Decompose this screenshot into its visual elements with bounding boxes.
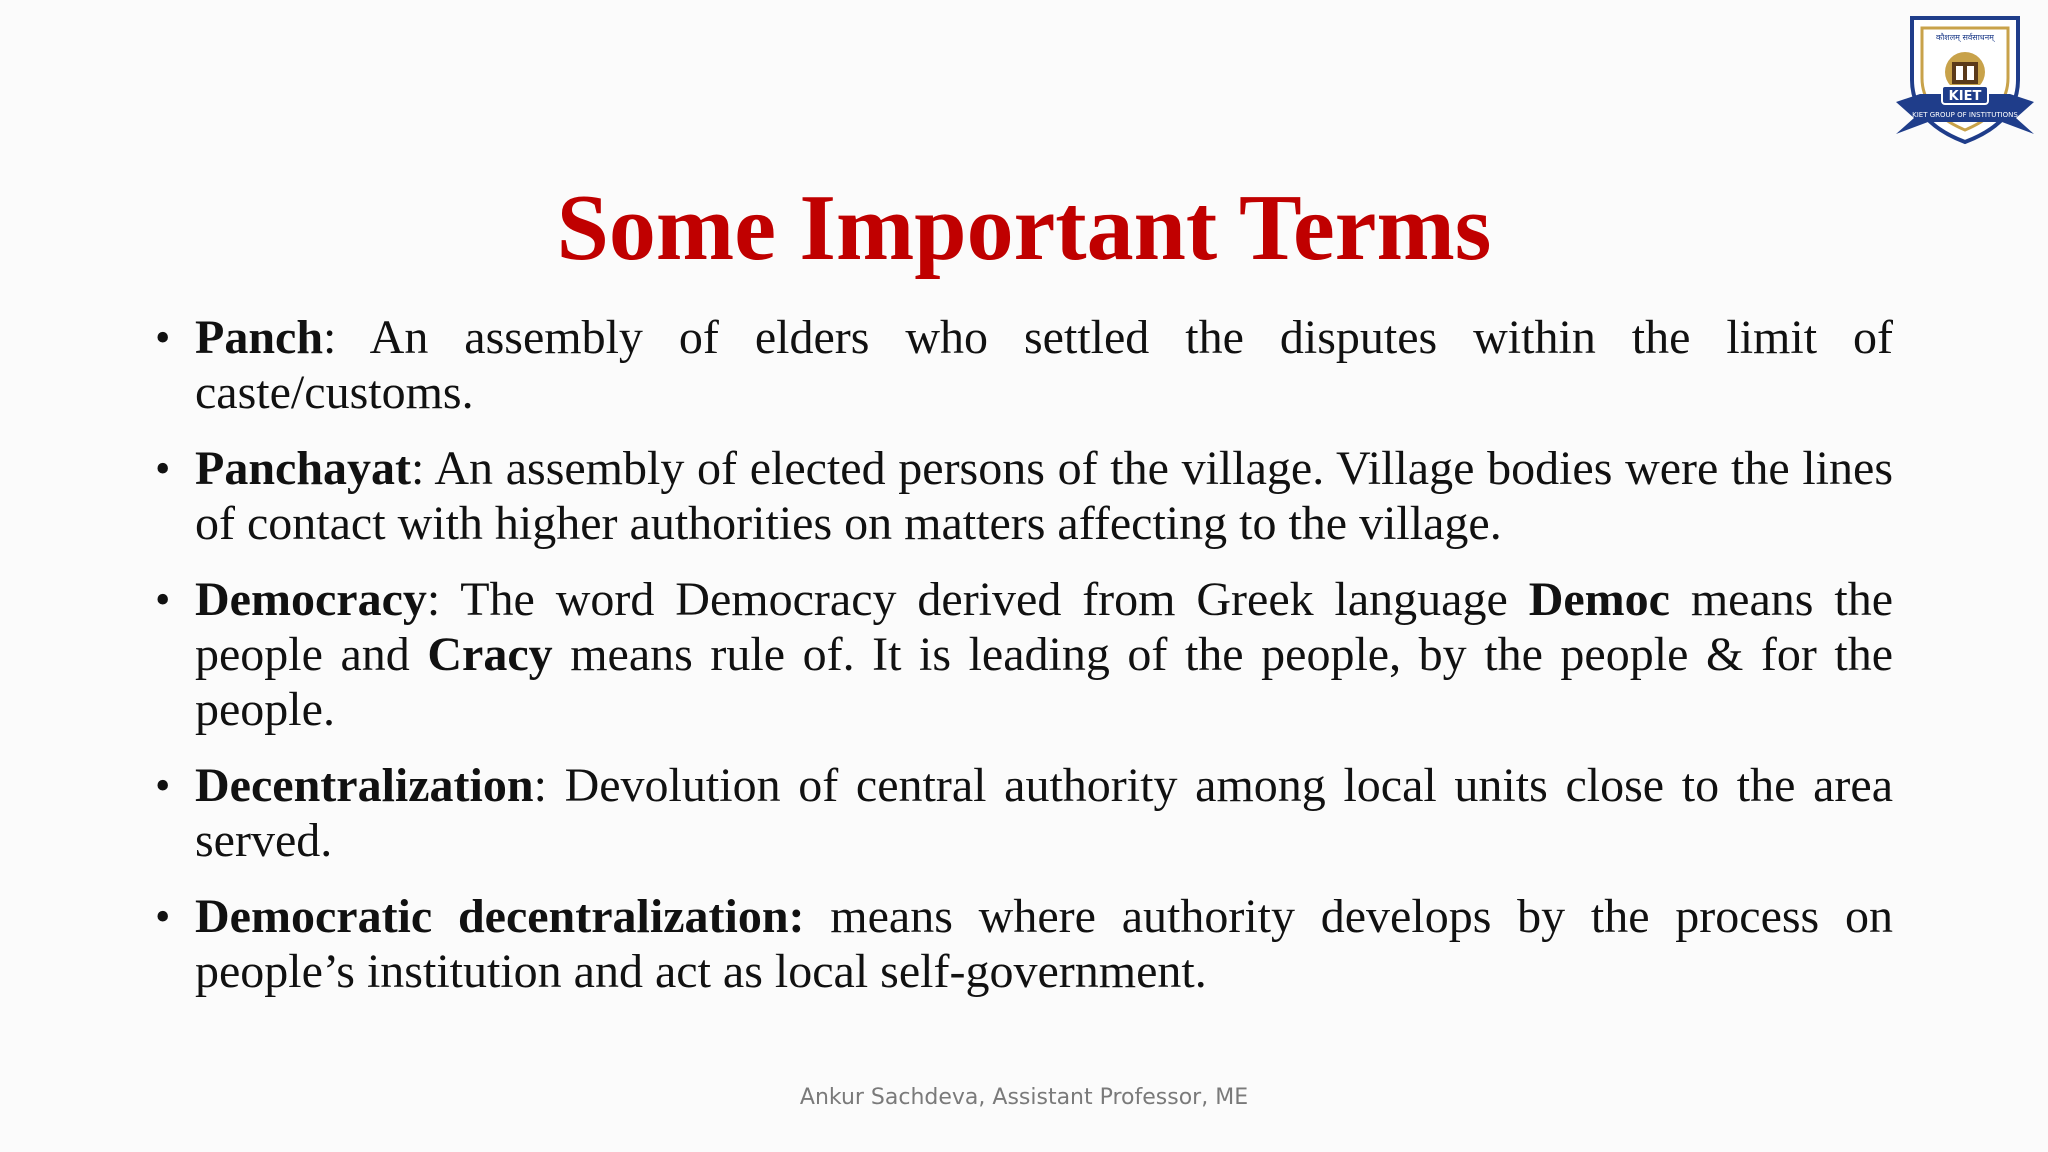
term-definition: Devolution of central authority among local units close to the area served. bbox=[195, 759, 1893, 867]
term-definition: means rule of. It is leading of the people, by the people & for the people. bbox=[195, 628, 1894, 736]
term-label: Democracy bbox=[195, 573, 427, 626]
term-label: Panchayat bbox=[195, 442, 411, 495]
bullet-icon: • bbox=[155, 444, 171, 493]
term-definition: means where authority develops by the process on people’s institution and act as local self-government. bbox=[195, 890, 1893, 998]
term-emphasis: Cracy bbox=[427, 628, 553, 681]
term-definition: An assembly of elected persons of the village. Village bodies were the lines of contact with higher authorities on matters affecting to the village. bbox=[195, 442, 1893, 550]
logo-ring-text: KIET GROUP OF INSTITUTIONS bbox=[1912, 111, 2018, 119]
kiet-emblem-icon bbox=[1892, 10, 2038, 150]
slide-title: Some Important Terms bbox=[556, 175, 1492, 280]
term-definition: An assembly of elders who settled the disputes within the limit of caste/customs. bbox=[195, 311, 1893, 419]
term-label: Democratic decentralization: bbox=[195, 890, 805, 943]
bullet-icon: • bbox=[155, 761, 171, 810]
term-definition: The word Democracy derived from Greek language bbox=[440, 573, 1529, 626]
terms-list bbox=[155, 310, 1893, 1020]
term-item-democratic-decentralization bbox=[155, 889, 1893, 999]
term-item-panch: • Panch: An assembly of elders who settled the disputes within the limit of caste/customs. bbox=[155, 311, 1893, 419]
logo-motto: कौशलम् सर्वसाधनम् bbox=[1936, 33, 1994, 42]
term-definition: means the people and bbox=[195, 573, 1893, 681]
term-label: Panch bbox=[195, 311, 324, 364]
slide-footer: Ankur Sachdeva, Assistant Professor, ME bbox=[799, 1085, 1249, 1110]
bullet-icon: • bbox=[155, 892, 171, 941]
kiet-logo bbox=[1892, 10, 2038, 150]
term-label: Decentralization bbox=[195, 759, 534, 812]
logo-name: KIET bbox=[1948, 89, 1982, 104]
term-item-decentralization: • Decentralization: Devolution of central authority among local units close to the area served. bbox=[155, 759, 1893, 867]
term-emphasis: Democ bbox=[1528, 573, 1670, 626]
term-item-panchayat: • Panchayat: An assembly of elected persons of the village. Village bodies were the lines of contact with higher authorities on matters affecting to the village. bbox=[155, 442, 1893, 550]
term-item-democracy: • Democracy: The word Democracy derived from Greek language Democ means the people and Cracy means rule of. It is leading of the people, by the people & for the people. bbox=[155, 573, 1894, 736]
bullet-icon: • bbox=[155, 575, 171, 624]
bullet-icon: • bbox=[155, 313, 171, 362]
